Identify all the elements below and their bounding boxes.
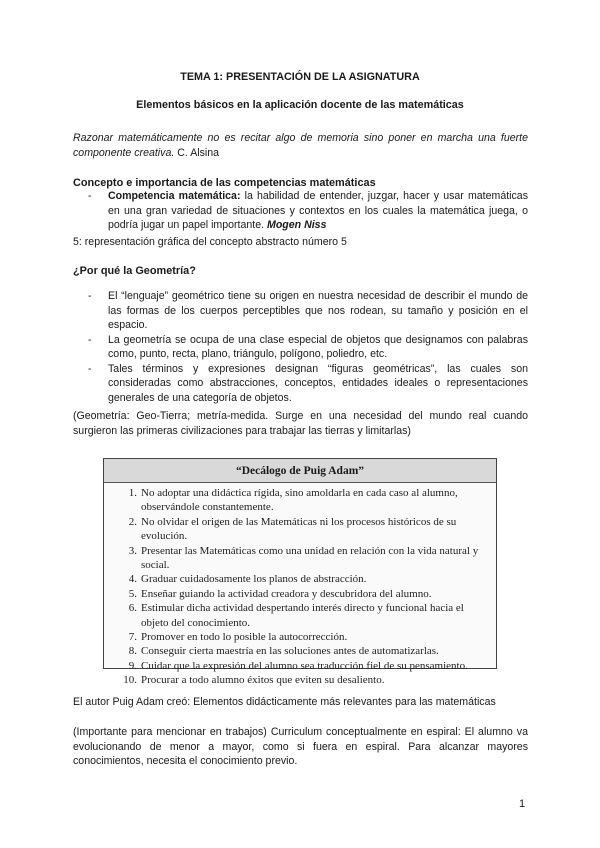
- page-number: 1: [519, 798, 526, 810]
- list-item: 3. Presentar las Matemáticas como una unidad en relación con la vida natural y social.: [128, 544, 479, 572]
- competence-author: Mogen Niss: [267, 219, 327, 231]
- geometry-heading: ¿Por qué la Geometría?: [73, 265, 196, 277]
- list-item: 7. Promover en todo lo posible la autocorrección.: [128, 631, 348, 644]
- page-title: TEMA 1: PRESENTACIÓN DE LA ASIGNATURA: [180, 71, 420, 83]
- list-item: - Tales términos y expresiones designan “figuras geométricas”, las cuales son consideradas como abstracciones, conceptos, entidades ideales o representaciones generales de una categoría de objetos.: [88, 362, 528, 404]
- concept-heading: Concepto e importancia de las competencias matemáticas: [73, 177, 376, 189]
- quote-text: Razonar matemáticamente no es recitar algo de memoria sino poner en marcha una fuerte componente creativa.: [73, 132, 528, 159]
- competence-label: Competencia matemática:: [108, 190, 241, 202]
- concept-bullet-list: [88, 189, 528, 233]
- page-subtitle: Elementos básicos en la aplicación docente de las matemáticas: [136, 99, 464, 111]
- list-item: 10. Procurar a todo alumno éxitos que eviten su desaliento.: [123, 674, 385, 687]
- geometry-bullet-list: [88, 289, 528, 405]
- list-item: - La geometría se ocupa de una clase especial de objetos que designamos con palabras como, punto, recta, plano, triángulo, polígono, poliedro, etc.: [88, 333, 528, 360]
- list-item: 9. Cuidar que la expresión del alumno sea traducción fiel de su pensamiento.: [128, 659, 468, 672]
- list-item: - El “lenguaje” geométrico tiene su origen en nuestra necesidad de describir el mundo de las formas de los cuerpos perceptibles que nos rodean, su tamaño y posición en el espacio.: [88, 290, 528, 331]
- list-item: 8. Conseguir cierta maestría en las soluciones antes de automatizarlas.: [128, 645, 439, 658]
- quote-author: C. Alsina: [174, 146, 220, 159]
- list-item: 1. No adoptar una didáctica rígida, sino amoldarla en cada caso al alumno, observándole constantemente.: [128, 487, 458, 514]
- author-line: El autor Puig Adam creó: Elementos didácticamente más relevantes para las matemáticas: [73, 696, 496, 708]
- list-item: 2. No olvidar el origen de las Matemáticas ni los procesos históricos de su evolución.: [128, 515, 457, 543]
- curriculum-paragraph: (Importante para mencionar en trabajos) Curriculum conceptualmente en espiral: El alumno va evolucionando de menor a mayor, como si fuera en espiral. Para alcanzar mayores conocimientos, necesita el conocimiento previo.: [73, 726, 528, 767]
- competence-definition: la habilidad de entender, juzgar, hacer y usar matemáticas en una gran variedad de situaciones y contextos en los cuales la matemática juega, o podría jugar un papel importante.: [108, 190, 528, 231]
- list-item: 5. Enseñar guiando la actividad creadora y descubridora del alumno.: [128, 587, 432, 600]
- list-item: 4. Graduar cuidadosamente los planos de abstracción.: [128, 573, 367, 586]
- opening-quote: [73, 131, 528, 160]
- concept-note: 5: representación gráfica del concepto abstracto número 5: [73, 236, 347, 248]
- concept-bullet: - Competencia matemática: la habilidad de entender, juzgar, hacer y usar matemáticas en una gran variedad de situaciones y contextos en los cuales la matemática juega, o podría jugar un papel importante. Mogen Niss: [88, 190, 528, 231]
- decalogue-list: [104, 483, 496, 688]
- list-item: 6. Estimular dicha actividad despertando interés directo y funcional hacia el objeto del conocimiento.: [128, 602, 464, 629]
- decalogue-title: “Decálogo de Puig Adam”: [104, 459, 496, 483]
- decalogue-figure: [103, 458, 497, 687]
- geometry-paragraph: (Geometría: Geo-Tierra; metría-medida. Surge en una necesidad del mundo real cuando surgieron las primeras civilizaciones para trabajar las tierras y limitarlas): [73, 410, 528, 437]
